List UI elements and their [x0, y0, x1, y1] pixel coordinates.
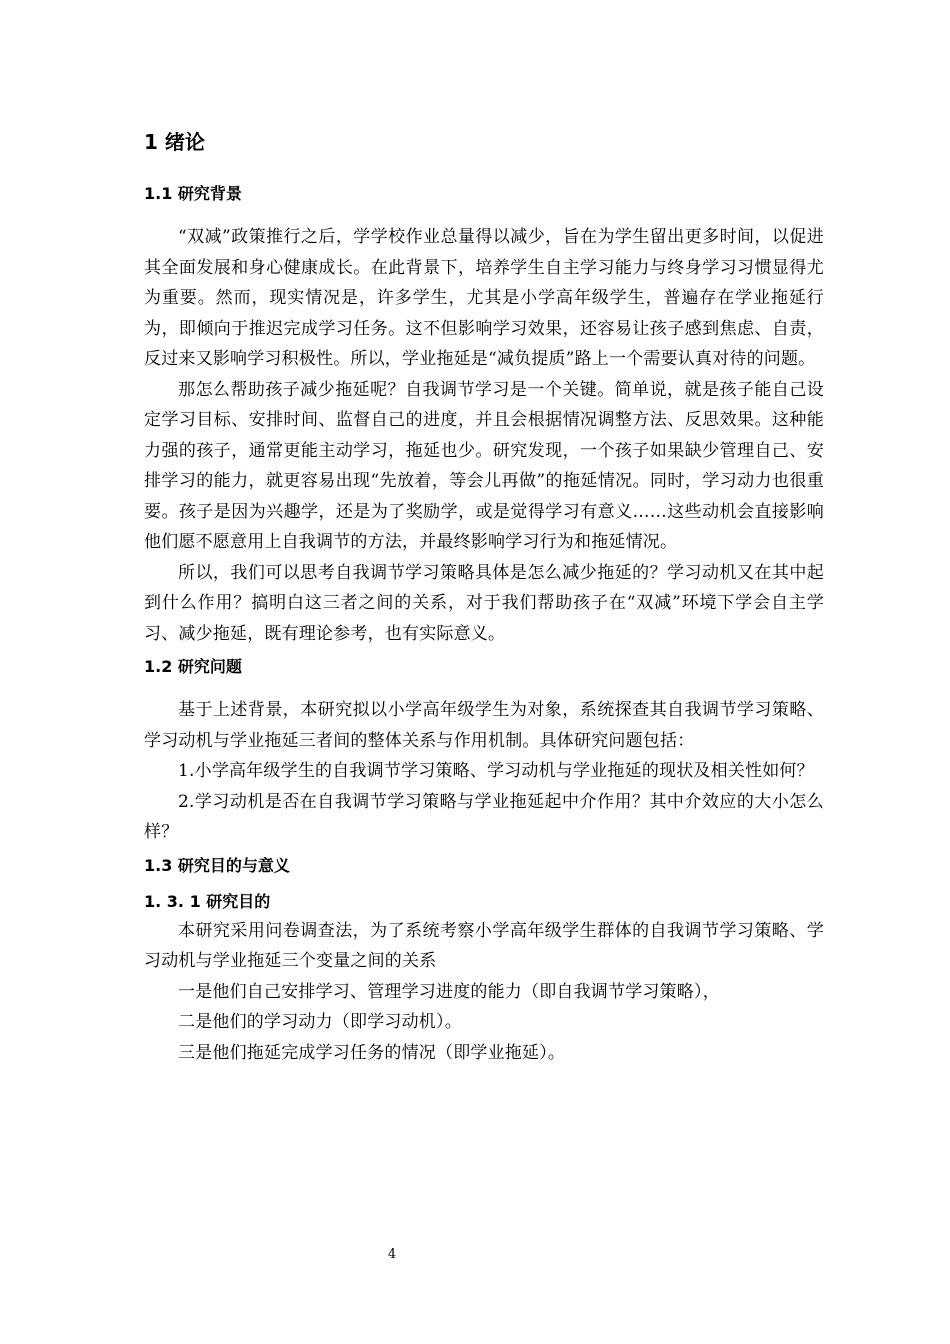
- paragraph: 基于上述背景，本研究拟以小学高年级学生为对象，系统探查其自我调节学习策略、学习动机与学业拖延三者间的整体关系与作用机制。具体研究问题包括：: [144, 700, 824, 751]
- chapter-heading: 1 绪论: [144, 130, 205, 154]
- list-item: 三是他们拖延完成学习任务的情况（即学业拖延）。: [178, 1042, 566, 1063]
- page-content: [144, 126, 824, 1068]
- paragraph: 所以，我们可以思考自我调节学习策略具体是怎么减少拖延的？学习动机又在其中起到什么作用？搞明白这三者之间的关系，对于我们帮助孩子在“双减”环境下学会自主学习、减少拖延，既有理论参考，也有实际意义。: [144, 562, 824, 644]
- research-question-1: 1.小学高年级学生的自我调节学习策略、学习动机与学业拖延的现状及相关性如何？: [178, 761, 814, 781]
- subsection-heading-1-3-1: 1. 3. 1 研究目的: [144, 891, 271, 911]
- page-number: 4: [387, 1247, 397, 1262]
- list-item: 一是他们自己安排学习、管理学习进度的能力（即自我调节学习策略），: [178, 981, 720, 1002]
- paragraph: 那怎么帮助孩子减少拖延呢？自我调节学习是一个关键。简单说，就是孩子能自己设定学习目标、安排时间、监督自己的进度，并且会根据情况调整方法、反思效果。这种能力强的孩子，通常更能主动学习，拖延也少。研究发现，一个孩子如果缺少管理自己、安排学习的能力，就更容易出现“先放着，等会儿再做”的拖延情况。同时，学习动力也很重要。孩子是因为兴趣学，还是为了奖励学，或是觉得学习有意义……这些动机会直接影响他们愿不愿意用上自我调节的方法，并最终影响学习行为和拖延情况。: [144, 379, 824, 552]
- section-heading-1-2: 1.2 研究问题: [144, 657, 242, 676]
- paragraph: “双减”政策推行之后，学学校作业总量得以减少，旨在为学生留出更多时间，以促进其全面发展和身心健康成长。在此背景下，培养学生自主学习能力与终身学习习惯显得尤为重要。然而，现实情况是，许多学生，尤其是小学高年级学生，普遍存在学业拖延行为，即倾向于推迟完成学习任务。这不但影响学习效果，还容易让孩子感到焦虑、自责，反过来又影响学习积极性。所以，学业拖延是“减负提质”路上一个需要认真对待的问题。: [144, 227, 824, 369]
- section-heading-1-1: 1.1 研究背景: [144, 184, 242, 203]
- research-question-2: 2.学习动机是否在自我调节学习策略与学业拖延起中介作用？其中介效应的大小怎么样？: [144, 791, 824, 842]
- list-item: 二是他们的学习动力（即学习动机）。: [178, 1012, 462, 1032]
- paragraph: 本研究采用问卷调查法，为了系统考察小学高年级学生群体的自我调节学习策略、学习动机与学业拖延三个变量之间的关系: [144, 920, 824, 971]
- section-heading-1-3: 1.3 研究目的与意义: [144, 855, 290, 875]
